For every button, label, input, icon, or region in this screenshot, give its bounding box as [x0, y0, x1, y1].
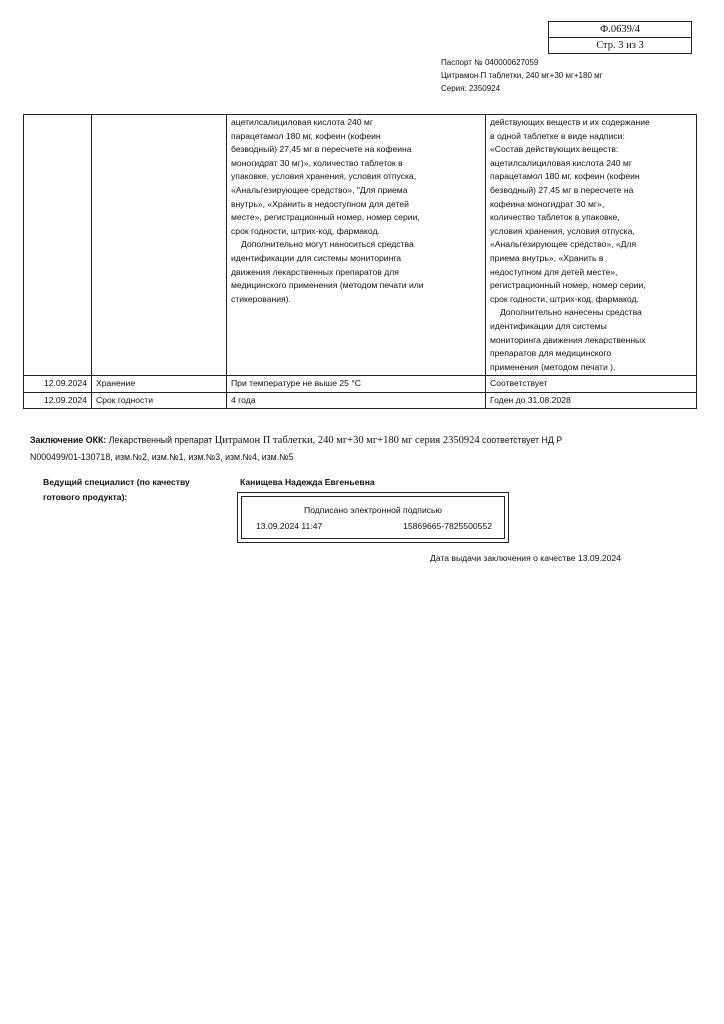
- text-line: безводный) 27,45 мг в пересчете на кофеина: [231, 144, 412, 155]
- requirement-lines: [231, 116, 481, 238]
- issue-date-line: Дата выдачи заключения о качестве 13.09.2024: [430, 553, 621, 563]
- text-line: «Анальгезирующее средство», "Для приема: [231, 184, 408, 195]
- specialist-name: Канищева Надежда Евгеньевна: [240, 477, 375, 487]
- text-line: применения (методом печати ).: [490, 361, 616, 372]
- text-line: медицинского применения (методом печати или: [231, 280, 424, 291]
- passport-number: Паспорт № 040000627059: [441, 58, 539, 67]
- text-line: упаковке, условия хранения, условия отпуска,: [231, 171, 417, 182]
- cell-parameter: [92, 115, 227, 376]
- text-line: в одной таблетке в виде надписи:: [490, 130, 625, 141]
- specialist-label-line1: Ведущий специалист (по качеству: [43, 477, 190, 487]
- test-results-table: [23, 114, 697, 409]
- text-line: приема внутрь», «Хранить в: [490, 252, 604, 263]
- text-line: идентификации для системы мониторинга: [231, 252, 402, 263]
- result-lines: [490, 116, 692, 306]
- table-row: [24, 392, 697, 409]
- text-line: «Состав действующих веществ:: [490, 144, 619, 155]
- cell-requirement: При температуре не выше 25 °С: [227, 376, 486, 393]
- text-line: Дополнительно нанесены средства: [500, 307, 642, 318]
- text-line: действующих веществ и их содержание: [490, 117, 650, 127]
- passport-series: Серия: 2350924: [441, 84, 501, 93]
- text-line: моногидрат 30 мг)», количество таблеток в: [231, 157, 403, 168]
- text-line: условия хранения, условия отпуска,: [490, 225, 635, 236]
- signature-code: 15869665-7825500552: [403, 521, 492, 531]
- text-line: Дополнительно могут наноситься средства: [241, 239, 414, 250]
- specialist-label-line2: готового продукта):: [43, 492, 128, 502]
- text-line: идентификации для системы: [490, 320, 607, 331]
- cell-requirement: [227, 115, 486, 376]
- electronic-signature-stamp: [237, 492, 509, 543]
- text-line: ацетилсалициловая кислота 240 мг: [231, 117, 373, 127]
- cell-date: 12.09.2024: [24, 392, 92, 409]
- conclusion-label: Заключение ОКК:: [30, 435, 107, 445]
- text-line: кофеина моногидрат 30 мг»,: [490, 198, 605, 209]
- text-line: мониторинга движения лекарственных: [490, 334, 646, 345]
- table-row: [24, 376, 697, 393]
- passport-header: [441, 56, 603, 95]
- text-line: движения лекарственных препаратов для: [231, 266, 399, 277]
- passport-product: Цитрамон П таблетки, 240 мг+30 мг+180 мг: [441, 71, 603, 80]
- conclusion-product: Цитрамон П таблетки, 240 мг+30 мг+180 мг серия 2350924: [214, 435, 480, 446]
- cell-parameter: Срок годности: [92, 392, 227, 409]
- signature-datetime: 13.09.2024 11:47: [256, 521, 323, 531]
- text-line: месте», регистрационный номер, номер серии,: [231, 212, 420, 223]
- text-line: «Анальгезирующее средство», «Для: [490, 239, 637, 250]
- text-line: срок годности, штрих-код, фармакод.: [490, 293, 639, 304]
- signature-inner-frame: [241, 496, 505, 539]
- specialist-label: [43, 475, 190, 505]
- conclusion-text-before: Лекарственный препарат: [108, 435, 213, 445]
- form-number-box: [548, 21, 692, 54]
- text-line: регистрационный номер, номер серии,: [490, 280, 646, 291]
- text-line: внутрь», «Хранить в недоступном для детей: [231, 198, 409, 209]
- page-indicator: Стр. 3 из 3: [549, 37, 691, 53]
- text-line: парацетамол 180 мг, кофеин (кофеин: [490, 171, 640, 182]
- cell-result: Годен до 31.08.2028: [486, 392, 697, 409]
- text-line: срок годности, штрих-код, фармакод.: [231, 225, 380, 236]
- cell-date: 12.09.2024: [24, 376, 92, 393]
- conclusion-line2: N000499/01-130718, изм.№2, изм.№1, изм.№3, изм.№4, изм.№5: [30, 452, 294, 462]
- table-row: [24, 115, 697, 376]
- cell-result: [486, 115, 697, 376]
- text-line: недоступном для детей месте»,: [490, 266, 618, 277]
- qc-conclusion: [30, 432, 590, 465]
- conclusion-text-after: соответствует НД Р: [482, 435, 563, 445]
- result-extra-lines: [490, 306, 692, 374]
- cell-requirement: 4 года: [227, 392, 486, 409]
- text-line: безводный) 27,45 мг в пересчете на: [490, 184, 634, 195]
- requirement-extra-lines: [231, 238, 481, 306]
- cell-parameter: Хранение: [92, 376, 227, 393]
- text-line: парацетамол 180 мг, кофеин (кофеин: [231, 130, 381, 141]
- form-code: Ф.0639/4: [599, 24, 641, 35]
- signature-title: Подписано электронной подписью: [304, 505, 442, 515]
- text-line: количество таблеток в упаковке,: [490, 212, 620, 223]
- text-line: ацетилсалициловая кислота 240 мг: [490, 157, 632, 168]
- cell-result: Соответствует: [486, 376, 697, 393]
- cell-date: [24, 115, 92, 376]
- text-line: стикерования).: [231, 293, 291, 304]
- text-line: препаратов для медицинского: [490, 348, 612, 359]
